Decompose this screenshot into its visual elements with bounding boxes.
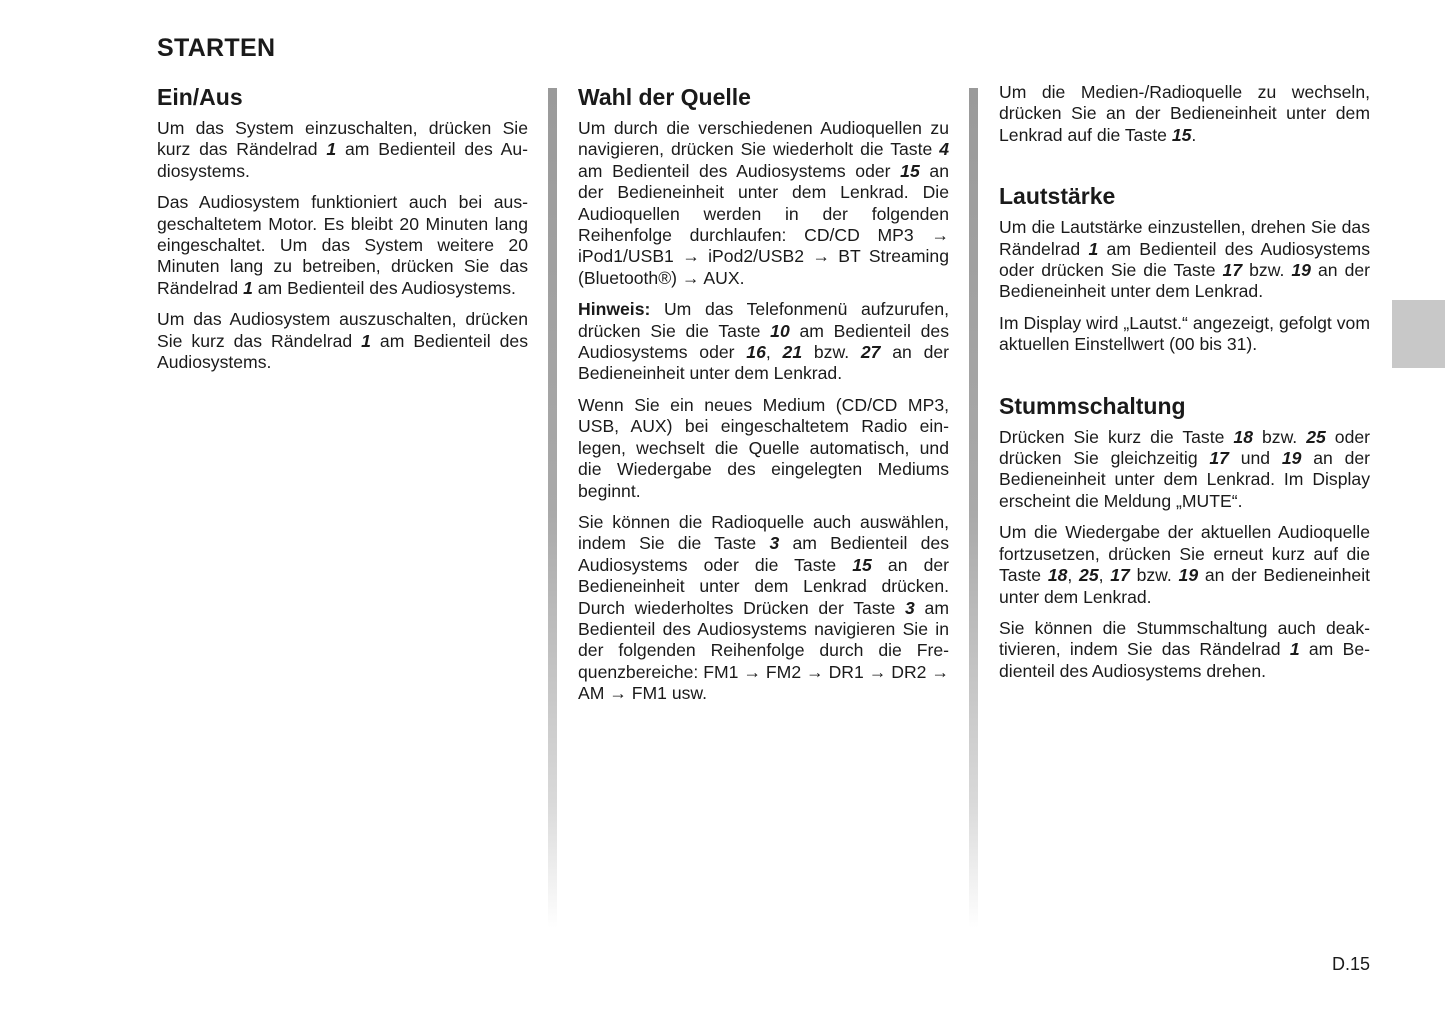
column-lautstaerke-stummschaltung (999, 82, 1370, 692)
paragraph: Sie können die Radioquelle auch auswählen, indem Sie die Taste 3 am Bedienteil des Audiosystems oder die Taste 15 an der Bedieneinheit unter dem Lenkrad drücken. Durch wiederholtes Drücken der Taste 3 am Bedienteil des Audiosystems navigieren Sie in der folgenden Reihenfolge durch die Frequenzbereiche: FM1 → FM2 → DR1 → DR2 → AM → FM1 usw. (578, 511, 949, 704)
column-divider (548, 88, 557, 928)
paragraph: Wenn Sie ein neues Medium (CD/CD MP3, USB, AUX) bei eingeschaltetem Radio einlegen, wechselt die Quelle automatisch, und die Wiedergabe des eingelegten Mediums beginnt. (578, 394, 949, 501)
paragraph: Um die Lautstärke einzustellen, drehen Sie das Rändelrad 1 am Bedienteil des Audiosystems oder drücken Sie die Taste 17 bzw. 19 an der Bedieneinheit unter dem Lenkrad. (999, 217, 1370, 302)
paragraph: Das Audiosystem funktioniert auch bei ausgeschaltetem Motor. Es bleibt 20 Minuten lang eingeschaltet. Um das System weitere 20 Minuten lang zu betreiben, drücken Sie das Rändelrad 1 am Bedienteil des Audiosystems. (157, 192, 528, 298)
note-paragraph: Hinweis: Um das Telefonmenü aufzurufen, drücken Sie die Taste 10 am Bedienteil des Audiosystems oder 16, 21 bzw. 27 an der Bedieneinheit unter dem Lenkrad. (578, 299, 949, 384)
section-heading-ein-aus: Ein/Aus (157, 84, 243, 110)
column-wahl-der-quelle (578, 82, 949, 715)
paragraph: Um das Audiosystem auszuschalten, drücken Sie kurz das Rändelrad 1 am Bedienteil des Audiosystems. (157, 309, 528, 373)
paragraph: Im Display wird „Lautst.“ angezeigt, gefolgt vom aktuellen Einstellwert (00 bis 31). (999, 312, 1370, 355)
paragraph: Um das System einzuschalten, drücken Sie kurz das Rändelrad 1 am Bedienteil des Audiosystems. (157, 118, 528, 181)
paragraph: Um durch die verschiedenen Audioquellen zu navigieren, drücken Sie wiederholt die Taste 4 am Bedienteil des Audiosystems oder 15 an der Bedieneinheit unter dem Lenkrad. Die Audioquellen werden in der folgenden Reihenfolge durchlaufen: CD/CD MP3 → iPod1/USB1 → iPod2/USB2 → BT Streaming (Bluetooth®) → AUX. (578, 118, 949, 288)
page-title: STARTEN (157, 34, 276, 62)
chapter-tab-marker (1392, 300, 1445, 368)
paragraph: Sie können die Stummschaltung auch deaktivieren, indem Sie das Rändelrad 1 am Bedienteil des Audiosystems drehen. (999, 617, 1370, 681)
section-heading-lautstaerke: Lautstärke (999, 183, 1116, 210)
page-number: D.15 (1331, 954, 1370, 974)
section-heading-wahl-der-quelle: Wahl der Quelle (578, 84, 751, 110)
paragraph: Um die Medien-/Radioquelle zu wechseln, drücken Sie an der Bedieneinheit unter dem Lenkrad auf die Taste 15. (999, 82, 1370, 145)
column-divider (969, 88, 978, 928)
paragraph: Um die Wiedergabe der aktuellen Audioquelle fortzusetzen, drücken Sie erneut kurz auf die Taste 18, 25, 17 bzw. 19 an der Bedieneinheit unter dem Lenkrad. (999, 522, 1370, 607)
section-heading-stummschaltung: Stummschaltung (999, 392, 1186, 419)
column-ein-aus (157, 82, 528, 383)
paragraph: Drücken Sie kurz die Taste 18 bzw. 25 oder drücken Sie gleichzeitig 17 und 19 an der Bedieneinheit unter dem Lenkrad. Im Display erscheint die Meldung „MUTE“. (999, 426, 1370, 511)
